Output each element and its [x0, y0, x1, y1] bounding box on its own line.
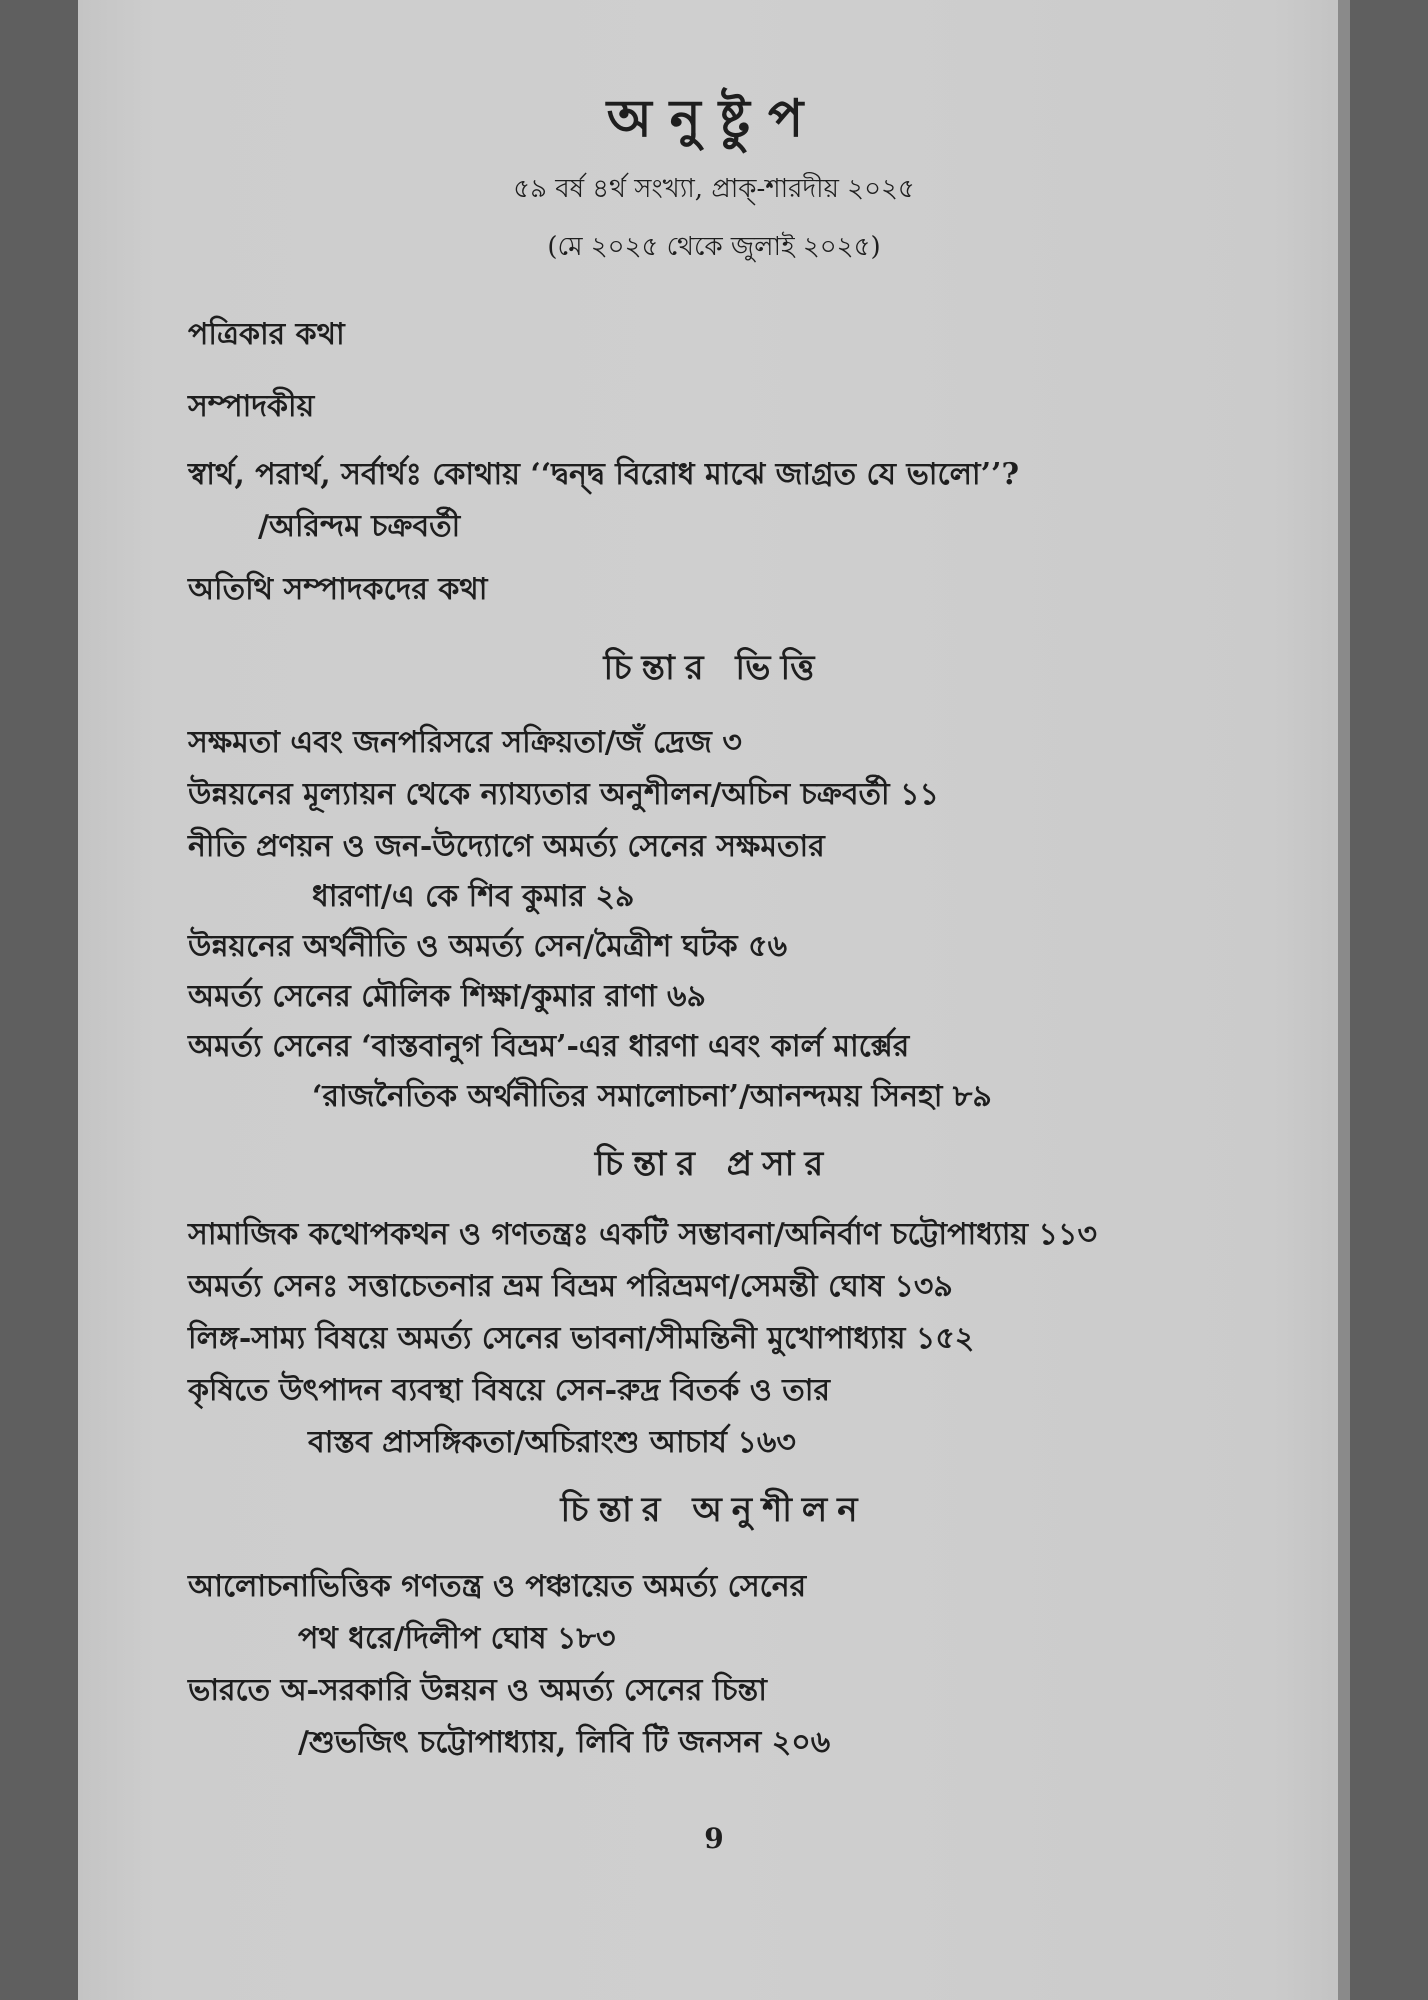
- toc-entry: উন্নয়নের মূল্যায়ন থেকে ন্যায্যতার অনুশীলন/অচিন চক্রবর্তী ১১: [188, 777, 940, 812]
- toc-entry: লিঙ্গ-সাম্য বিষয়ে অমর্ত্য সেনের ভাবনা/সীমন্তিনী মুখোপাধ্যায় ১৫২: [188, 1321, 975, 1356]
- contents-page: [78, 0, 1350, 2000]
- period-line: (মে ২০২৫ থেকে জুলাই ২০২৫): [547, 232, 881, 262]
- toc-entry-continuation: বাস্তব প্রাসঙ্গিকতা/অচিরাংশু আচার্য ১৬৩: [308, 1425, 796, 1460]
- issue-line: ৫৯ বর্ষ ৪র্থ সংখ্যা, প্রাক্‌-শারদীয় ২০২৫: [513, 174, 915, 204]
- toc-entry: সামাজিক কথোপকথন ও গণতন্ত্রঃ একটি সম্ভাবনা/অনির্বাণ চট্টোপাধ্যায় ১১৩: [188, 1217, 1097, 1252]
- sampadakiya: সম্পাদকীয়: [188, 389, 315, 424]
- section-heading: চিন্তার ভিত্তি: [603, 648, 825, 688]
- section-heading: চিন্তার অনুশীলন: [560, 1490, 868, 1530]
- toc-entry: অমর্ত্য সেনের ‘বাস্তবানুগ বিভ্রম’-এর ধারণা এবং কার্ল মার্ক্সের: [188, 1029, 910, 1064]
- patrikar-kotha: পত্রিকার কথা: [188, 317, 345, 352]
- editorial-author: /অরিন্দম চক্রবর্তী: [258, 509, 461, 544]
- toc-entry: কৃষিতে উৎপাদন ব্যবস্থা বিষয়ে সেন-রুদ্র বিতর্ক ও তার: [188, 1373, 830, 1408]
- toc-entry: উন্নয়নের অর্থনীতি ও অমর্ত্য সেন/মৈত্রীশ ঘটক ৫৬: [188, 929, 788, 964]
- toc-entry: সক্ষমতা এবং জনপরিসরে সক্রিয়তা/জঁ দ্রেজ ৩: [188, 725, 742, 760]
- page-number: 9: [704, 1822, 724, 1855]
- guest-editors: অতিথি সম্পাদকদের কথা: [188, 572, 488, 607]
- toc-entry-continuation: পথ ধরে/দিলীপ ঘোষ ১৮৩: [298, 1621, 616, 1656]
- toc-entry: ভারতে অ-সরকারি উন্নয়ন ও অমর্ত্য সেনের চিন্তা: [188, 1673, 767, 1708]
- editorial-title: স্বার্থ, পরার্থ, সর্বার্থঃ কোথায় ‘‘দ্বন্দ্ব বিরোধ মাঝে জাগ্রত যে ভালো’’?: [188, 457, 1020, 492]
- toc-entry-continuation: /শুভজিৎ চট্টোপাধ্যায়, লিবি টি জনসন ২০৬: [298, 1725, 831, 1760]
- toc-entry-continuation: ‘রাজনৈতিক অর্থনীতির সমালোচনা’/আনন্দময় সিনহা ৮৯: [312, 1079, 992, 1114]
- journal-title: অনুষ্টুপ: [606, 88, 822, 149]
- toc-entry: নীতি প্রণয়ন ও জন-উদ্যোগে অমর্ত্য সেনের সক্ষমতার: [188, 829, 825, 864]
- section-heading: চিন্তার প্রসার: [594, 1144, 834, 1184]
- toc-entry: আলোচনাভিত্তিক গণতন্ত্র ও পঞ্চায়েত অমর্ত্য সেনের: [188, 1569, 807, 1604]
- toc-entry: অমর্ত্য সেনের মৌলিক শিক্ষা/কুমার রাণা ৬৯: [188, 979, 707, 1014]
- toc-entry-continuation: ধারণা/এ কে শিব কুমার ২৯: [312, 879, 635, 914]
- toc-entry: অমর্ত্য সেনঃ সত্তাচেতনার ভ্রম বিভ্রম পরিভ্রমণ/সেমন্তী ঘোষ ১৩৯: [188, 1269, 953, 1304]
- page-edge-shadow: [1338, 0, 1350, 2000]
